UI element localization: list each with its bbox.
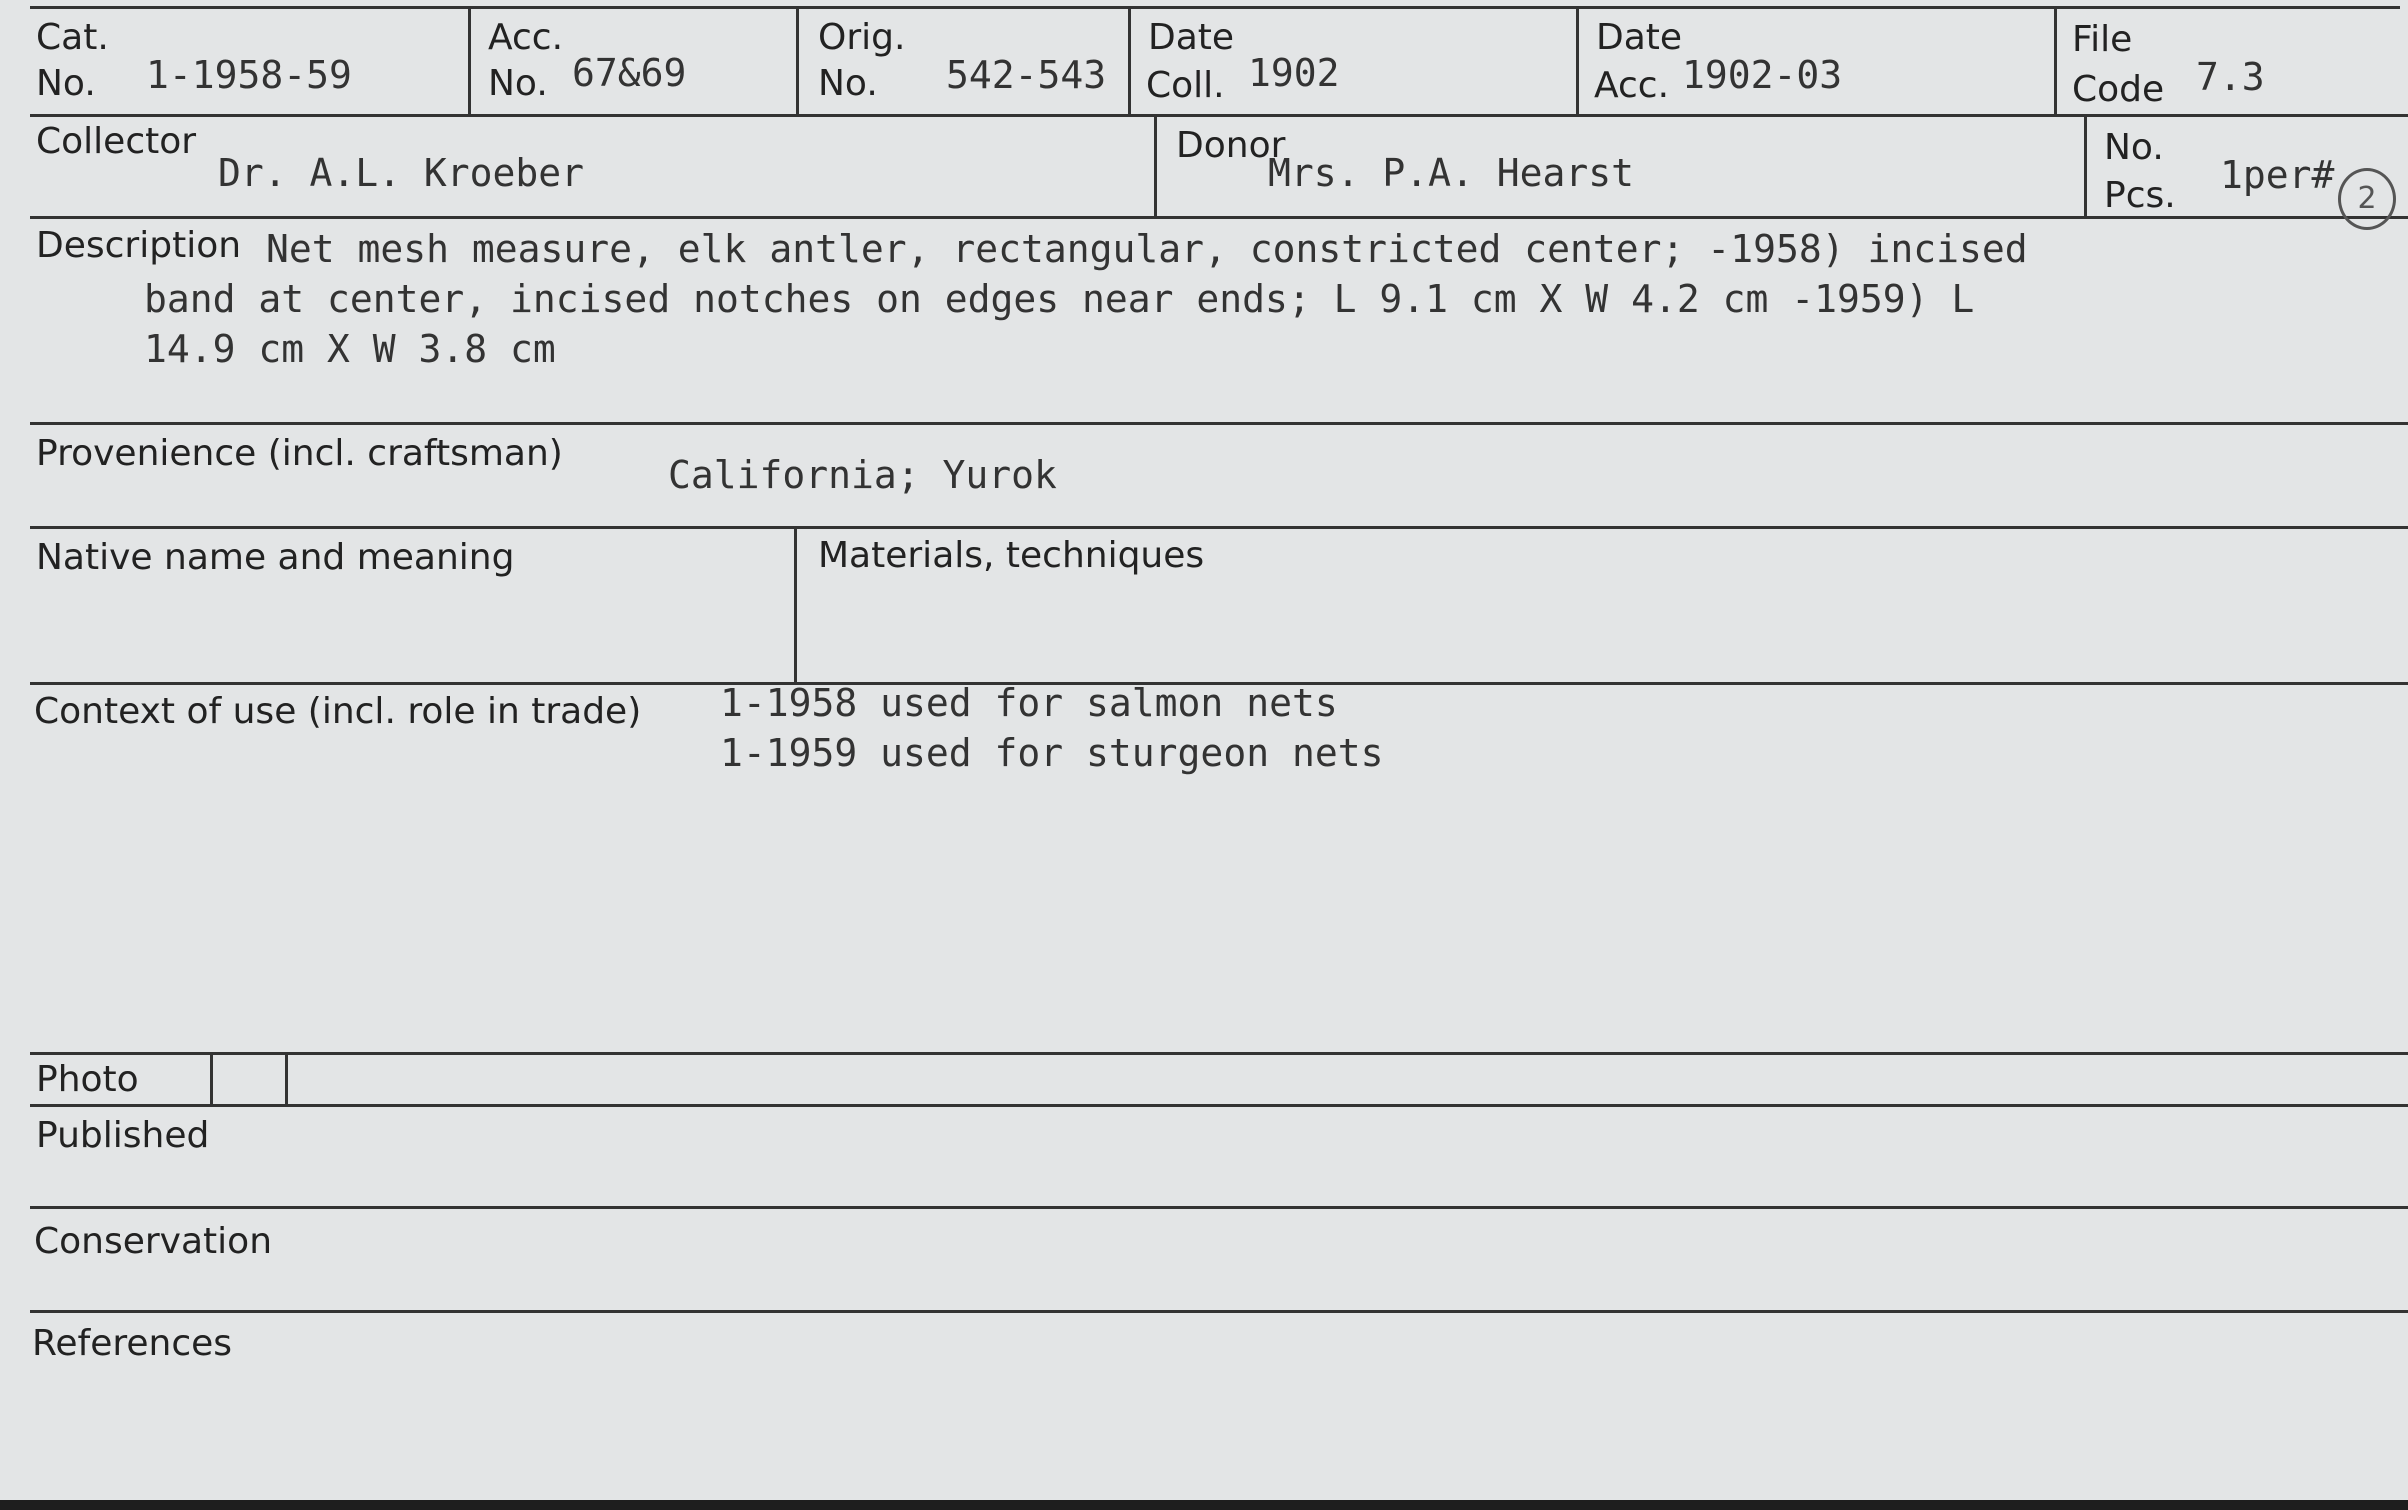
card-bottom-edge: [0, 1500, 2408, 1510]
description-line-3: 14.9 cm X W 3.8 cm: [144, 327, 556, 371]
provenience-divider: [30, 526, 2408, 529]
photo-box-left: [210, 1052, 213, 1106]
context-line-1: 1-1958 used for salmon nets: [720, 681, 1338, 725]
provenience-value: California; Yurok: [668, 453, 1057, 497]
file-label-bottom: Code: [2072, 69, 2165, 110]
photo-bottom-line: [30, 1104, 2408, 1107]
orig-number-value: 542-543: [946, 53, 1107, 97]
cat-label-top: Cat.: [36, 17, 109, 58]
description-label: Description: [36, 225, 242, 266]
acc-orig-divider: [796, 6, 799, 116]
collector-label: Collector: [36, 121, 197, 162]
collector-donor-divider: [1154, 114, 1157, 218]
date-acc-value: 1902-03: [1682, 53, 1843, 97]
file-code-value: 7.3: [2196, 55, 2265, 99]
acc-label-bottom: No.: [488, 63, 548, 104]
conservation-divider: [30, 1310, 2408, 1313]
date-acc-label-top: Date: [1596, 17, 1683, 58]
top-border-line: [30, 6, 2400, 9]
dateacc-file-divider: [2054, 6, 2057, 116]
orig-label-top: Orig.: [818, 17, 906, 58]
references-label: References: [32, 1323, 233, 1364]
pcs-value: 1per#: [2220, 153, 2335, 197]
photo-box-right: [285, 1052, 288, 1106]
cat-acc-divider: [468, 6, 471, 116]
file-label-top: File: [2072, 19, 2133, 60]
datecoll-dateacc-divider: [1576, 6, 1579, 116]
collector-value: Dr. A.L. Kroeber: [218, 151, 585, 195]
context-label: Context of use (incl. role in trade): [34, 691, 642, 732]
description-line-1: Net mesh measure, elk antler, rectangular, constricted center; -1958) incised: [266, 227, 2028, 271]
donor-pcs-divider: [2084, 114, 2087, 218]
description-divider: [30, 422, 2408, 425]
orig-label-bottom: No.: [818, 63, 878, 104]
donor-label: Donor: [1176, 125, 1286, 166]
acc-label-top: Acc.: [488, 17, 564, 58]
circled-count-text: 2: [2357, 181, 2377, 216]
date-acc-label-bottom: Acc.: [1594, 65, 1670, 106]
native-materials-divider: [794, 526, 797, 682]
published-divider: [30, 1206, 2408, 1209]
photo-label: Photo: [36, 1059, 139, 1100]
cat-label-bottom: No.: [36, 63, 96, 104]
photo-top-line: [30, 1052, 2408, 1055]
date-coll-label-top: Date: [1148, 17, 1235, 58]
published-label: Published: [36, 1115, 210, 1156]
context-line-2: 1-1959 used for sturgeon nets: [720, 731, 1384, 775]
conservation-label: Conservation: [34, 1221, 273, 1262]
row2-divider: [30, 216, 2408, 219]
orig-datecoll-divider: [1128, 6, 1131, 116]
cat-number-value: 1-1958-59: [146, 53, 352, 97]
date-coll-label-bottom: Coll.: [1146, 65, 1225, 106]
pcs-label-top: No.: [2104, 127, 2164, 168]
description-line-2: band at center, incised notches on edges near ends; L 9.1 cm X W 4.2 cm -1959) L: [144, 277, 1975, 321]
provenience-label: Provenience (incl. craftsman): [36, 433, 563, 474]
materials-label: Materials, techniques: [818, 535, 1205, 576]
pcs-label-bottom: Pcs.: [2104, 175, 2176, 216]
date-coll-value: 1902: [1248, 51, 1340, 95]
row1-divider: [30, 114, 2408, 117]
acc-number-value: 67&69: [572, 51, 687, 95]
circled-count-mark: [2338, 168, 2396, 230]
native-name-label: Native name and meaning: [36, 537, 515, 578]
donor-value: Mrs. P.A. Hearst: [1268, 151, 1635, 195]
